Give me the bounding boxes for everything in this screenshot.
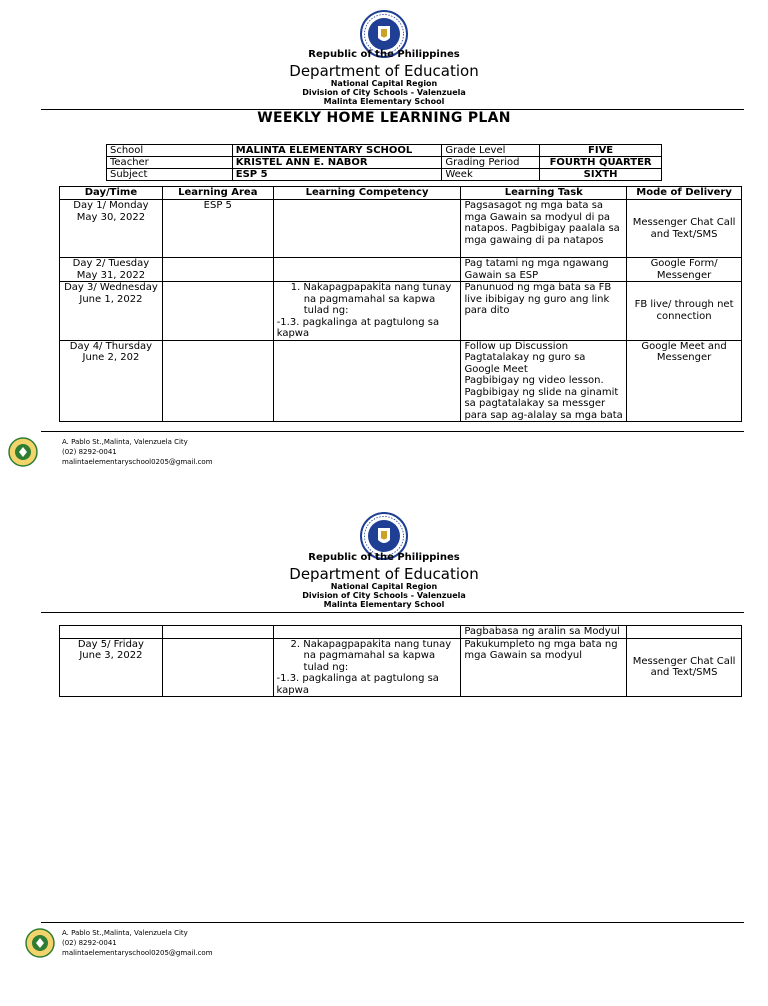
school-text: Malinta Elementary School	[323, 97, 445, 106]
competency-cell	[273, 200, 461, 258]
mode-cell	[627, 626, 742, 639]
mode-cell: Google Form/ Messenger	[627, 258, 742, 282]
day-cell	[60, 626, 163, 639]
table-row	[60, 200, 742, 258]
info-table	[106, 144, 662, 181]
footer-phone: (02) 8292-0041	[62, 939, 117, 947]
area-cell	[162, 282, 273, 341]
task-cell: Pagbabasa ng aralin sa Modyul	[461, 626, 627, 639]
day-label: Day 2/ Tuesday	[72, 258, 150, 269]
competency-subitem: -1.3. pagkalinga at pagtulong sa kapwa	[276, 316, 440, 339]
task-cell: Panunuod ng mga bata sa FB live ibibigay ng guro ang link para dito	[461, 282, 627, 341]
footer-divider	[41, 922, 744, 923]
footer-address: A. Pablo St.,Malinta, Valenzuela City	[62, 438, 188, 446]
footer-contact	[62, 437, 213, 467]
col-header-day: Day/Time	[60, 187, 163, 200]
date-label: June 3, 2022	[79, 650, 143, 661]
division-text: Division of City Schools - Valenzuela	[302, 591, 466, 600]
competency-cell	[273, 638, 461, 697]
date-label: June 2, 202	[82, 352, 140, 363]
grade-label: Grade Level	[442, 145, 540, 157]
competency-cell	[273, 626, 461, 639]
footer-email: malintaelementaryschool0205@gmail.com	[62, 458, 213, 466]
area-cell	[162, 340, 273, 422]
school-value: MALINTA ELEMENTARY SCHOOL	[232, 145, 442, 157]
area-cell	[162, 638, 273, 697]
department-text: Department of Education	[289, 565, 479, 583]
table-row	[60, 638, 742, 697]
plan-table-continued	[59, 625, 742, 697]
date-label: May 30, 2022	[76, 211, 146, 223]
task-line: Pagtatalakay ng guro sa Google Meet	[464, 352, 586, 375]
competency-subitem: -1.3. pagkalinga at pagtulong sa kapwa	[276, 673, 439, 696]
school-emblem-icon	[8, 437, 38, 467]
day-label: Day 4/ Thursday	[69, 340, 153, 352]
table-row	[60, 282, 742, 341]
task-cell: Pakukumpleto ng mga bata ng mga Gawain sa modyul	[461, 638, 627, 697]
teacher-value: KRISTEL ANN E. NABOR	[232, 157, 442, 169]
mode-cell: Messenger Chat Call and Text/SMS	[627, 638, 742, 697]
header-divider	[41, 612, 744, 613]
footer-address: A. Pablo St.,Malinta, Valenzuela City	[62, 929, 188, 937]
period-label: Grading Period	[442, 157, 540, 169]
table-row	[60, 258, 742, 282]
table-row	[60, 626, 742, 639]
footer-divider	[41, 431, 744, 432]
task-cell	[461, 340, 627, 422]
week-value: SIXTH	[540, 169, 662, 181]
division-text: Division of City Schools - Valenzuela	[302, 88, 466, 97]
republic-text: Republic of the Philippines	[308, 552, 460, 563]
day-label: Day 5/ Friday	[77, 638, 144, 650]
col-header-competency: Learning Competency	[273, 187, 461, 200]
republic-text: Republic of the Philippines	[308, 49, 460, 60]
teacher-label: Teacher	[107, 157, 233, 169]
competency-cell	[273, 340, 461, 422]
week-label: Week	[442, 169, 540, 181]
school-label: School	[107, 145, 233, 157]
area-cell: ESP 5	[162, 200, 273, 258]
task-cell: Pagsasagot ng mga bata sa mga Gawain sa modyul di pa natapos. Pagbibigay paalala sa mga gawaing di pa natapos	[461, 200, 627, 258]
task-line: Pagbibigay ng slide na ginamit sa pagtatalakay sa messger para sap ag-alalay sa mga bata	[464, 386, 623, 421]
competency-item: 2. Nakapagpapakita nang tunay	[290, 638, 452, 650]
school-text: Malinta Elementary School	[323, 600, 445, 609]
mode-cell: Messenger Chat Call and Text/SMS	[627, 200, 742, 258]
mode-cell: Google Meet and Messenger	[627, 340, 742, 422]
competency-item-cont: na pagmamahal sa kapwa	[303, 293, 436, 305]
competency-item-cont2: tulad ng:	[303, 305, 349, 316]
date-label: May 31, 2022	[76, 269, 146, 281]
task-line: Follow up Discussion	[464, 340, 569, 352]
date-label: June 1, 2022	[79, 293, 143, 305]
area-cell	[162, 258, 273, 282]
period-value: FOURTH QUARTER	[540, 157, 662, 169]
task-line: Pagbibigay ng video lesson.	[464, 375, 604, 386]
department-text: Department of Education	[289, 62, 479, 80]
competency-cell	[273, 258, 461, 282]
page-title: WEEKLY HOME LEARNING PLAN	[257, 110, 511, 126]
region-text: National Capital Region	[330, 79, 438, 88]
task-cell: Pag tatami ng mga ngawang Gawain sa ESP	[461, 258, 627, 282]
col-header-mode: Mode of Delivery	[627, 187, 742, 200]
day-label: Day 3/ Wednesday	[64, 282, 158, 293]
subject-value: ESP 5	[232, 169, 442, 181]
competency-cell	[273, 282, 461, 341]
school-emblem-icon	[25, 928, 55, 958]
area-cell	[162, 626, 273, 639]
footer-phone: (02) 8292-0041	[62, 448, 117, 456]
footer-contact	[62, 928, 213, 958]
subject-label: Subject	[107, 169, 233, 181]
col-header-area: Learning Area	[162, 187, 273, 200]
competency-item: 1. Nakapagpapakita nang tunay	[290, 282, 452, 293]
table-row	[60, 340, 742, 422]
competency-item-cont2: tulad ng:	[303, 661, 349, 673]
day-label: Day 1/ Monday	[73, 200, 149, 211]
footer-email: malintaelementaryschool0205@gmail.com	[62, 949, 213, 957]
mode-cell: FB live/ through net connection	[627, 282, 742, 341]
region-text: National Capital Region	[330, 582, 438, 591]
competency-item-cont: na pagmamahal sa kapwa	[303, 650, 436, 661]
col-header-task: Learning Task	[461, 187, 627, 200]
plan-table	[59, 186, 742, 422]
grade-value: FIVE	[540, 145, 662, 157]
